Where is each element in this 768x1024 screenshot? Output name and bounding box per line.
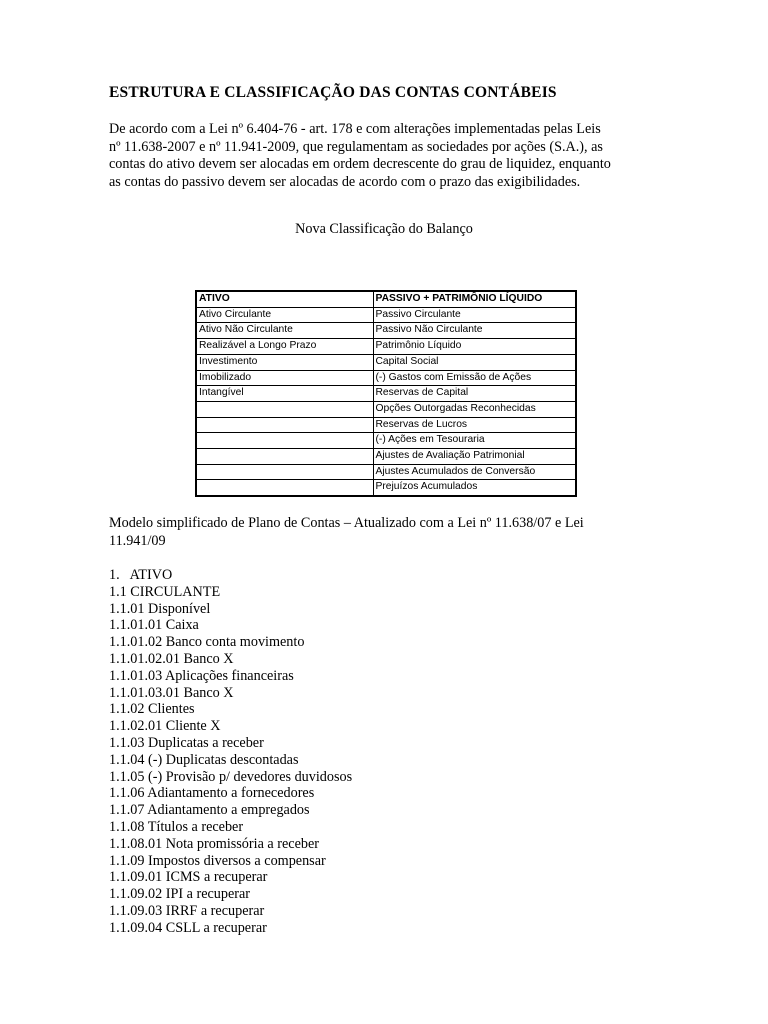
section-heading [109,567,352,584]
account-item: 1.1.08.01 Nota promissória a receber [109,835,319,852]
passivo-cell: Passivo Circulante [373,307,576,323]
section-number: 1. [109,567,120,583]
ativo-cell: Investimento [196,354,373,370]
account-item: 1.1.09.01 ICMS a recuperar [109,869,268,886]
passivo-cell: Ajustes de Avaliação Patrimonial [373,449,576,465]
account-item: 1.1.01.03.01 Banco X [109,684,234,701]
passivo-cell: Passivo Não Circulante [373,323,576,339]
table-row [196,417,576,433]
ativo-cell: Ativo Circulante [196,307,373,323]
passivo-cell: Reservas de Capital [373,386,576,402]
ativo-cell: Realizável a Longo Prazo [196,339,373,355]
account-item: 1.1 CIRCULANTE [109,583,221,600]
table-row [196,401,576,417]
passivo-cell: Ajustes Acumulados de Conversão [373,464,576,480]
balance-table [195,290,577,497]
ativo-cell: Ativo Não Circulante [196,323,373,339]
passivo-cell: (-) Gastos com Emissão de Ações [373,370,576,386]
passivo-cell: (-) Ações em Tesouraria [373,433,576,449]
passivo-cell: Opções Outorgadas Reconhecidas [373,401,576,417]
plan-intro-line: 11.941/09 [109,532,166,549]
ativo-cell [196,480,373,496]
table-row [196,307,576,323]
account-item: 1.1.01.01 Caixa [109,617,199,634]
table-row [196,449,576,465]
table-body [196,307,576,496]
ativo-cell [196,433,373,449]
intro-line: as contas do passivo devem ser alocadas de acordo com o prazo das exigibilidades. [109,173,581,190]
table-row [196,480,576,496]
account-item: 1.1.02 Clientes [109,701,195,718]
ativo-cell [196,464,373,480]
table-row [196,433,576,449]
chart-of-accounts [109,567,352,937]
account-item: 1.1.09 Impostos diversos a compensar [109,852,326,869]
account-list [109,584,352,937]
table-row [196,386,576,402]
plan-intro [109,515,669,550]
account-item: 1.1.02.01 Cliente X [109,718,221,735]
plan-intro-line: Modelo simplificado de Plano de Contas – Atualizado com a Lei nº 11.638/07 e Lei [109,515,584,531]
account-item: 1.1.01.02 Banco conta movimento [109,634,305,651]
table-row [196,323,576,339]
ativo-cell [196,417,373,433]
ativo-cell: Imobilizado [196,370,373,386]
table-header-row [196,291,576,307]
passivo-cell: Patrimônio Líquido [373,339,576,355]
account-item: 1.1.07 Adiantamento a empregados [109,802,310,819]
ativo-cell: Intangível [196,386,373,402]
account-item: 1.1.06 Adiantamento a fornecedores [109,785,315,802]
intro-line: nº 11.638-2007 e nº 11.941-2009, que regulamentam as sociedades por ações (S.A.), as [109,138,603,155]
table-row [196,354,576,370]
balance-subtitle: Nova Classificação do Balanço [295,221,473,237]
account-item: 1.1.09.04 CSLL a recuperar [109,919,267,936]
header-ativo: ATIVO [196,291,373,307]
account-item: 1.1.01 Disponível [109,600,211,617]
account-item: 1.1.09.02 IPI a recuperar [109,886,251,903]
account-item: 1.1.01.03 Aplicações financeiras [109,667,294,684]
table-row [196,464,576,480]
passivo-cell: Reservas de Lucros [373,417,576,433]
intro-line: De acordo com a Lei nº 6.404-76 - art. 178 e com alterações implementadas pelas Leis [109,121,601,137]
intro-line: contas do ativo devem ser alocadas em ordem decrescente do grau de liquidez, enquanto [109,156,611,172]
account-item: 1.1.01.02.01 Banco X [109,650,234,667]
ativo-cell [196,449,373,465]
intro-paragraph [109,121,669,191]
account-item: 1.1.05 (-) Provisão p/ devedores duvidosos [109,768,353,785]
ativo-cell [196,401,373,417]
passivo-cell: Prejuízos Acumulados [373,480,576,496]
document-title: ESTRUTURA E CLASSIFICAÇÃO DAS CONTAS CONTÁBEIS [109,84,557,101]
account-item: 1.1.09.03 IRRF a recuperar [109,902,265,919]
table-row [196,370,576,386]
table-row [196,339,576,355]
section-label: ATIVO [129,567,173,583]
header-passivo-pl: PASSIVO + PATRIMÔNIO LÍQUIDO [373,291,576,307]
account-item: 1.1.03 Duplicatas a receber [109,734,264,751]
passivo-cell: Capital Social [373,354,576,370]
account-item: 1.1.04 (-) Duplicatas descontadas [109,751,299,768]
account-item: 1.1.08 Títulos a receber [109,818,244,835]
